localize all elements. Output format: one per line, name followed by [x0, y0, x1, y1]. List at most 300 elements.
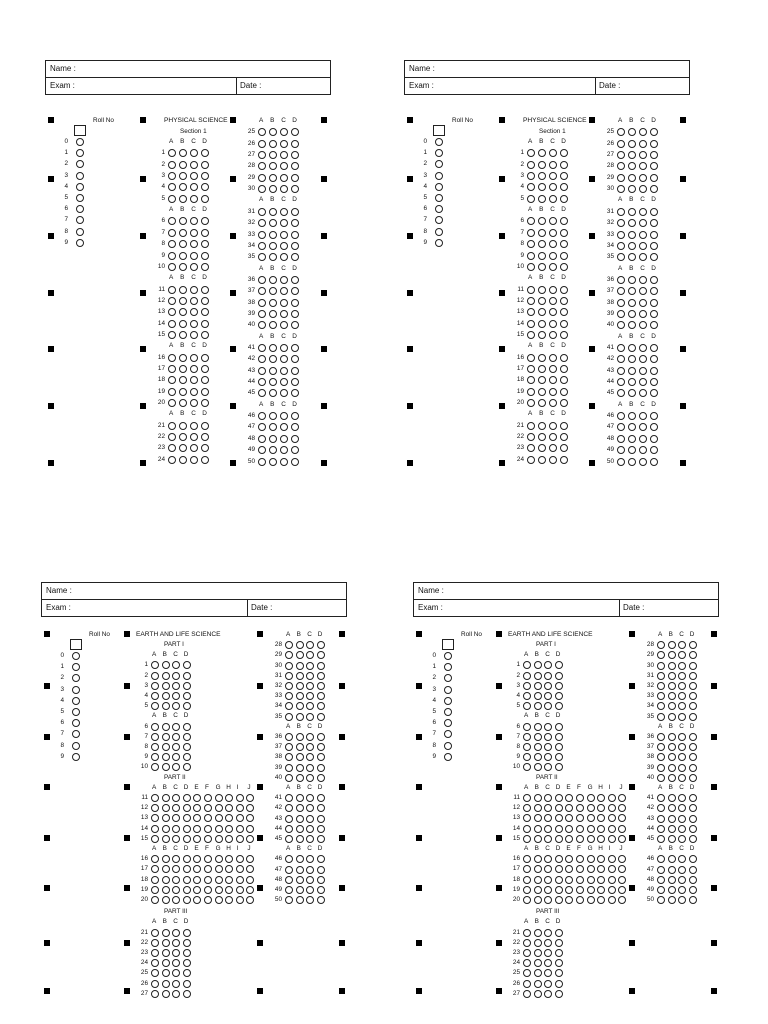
answer-bubble[interactable]	[657, 804, 665, 812]
answer-bubble[interactable]	[555, 959, 563, 967]
answer-bubble[interactable]	[560, 252, 568, 260]
answer-bubble[interactable]	[534, 855, 542, 863]
roll-no-box[interactable]	[74, 125, 86, 136]
answer-bubble[interactable]	[269, 162, 277, 170]
roll-bubble[interactable]	[72, 708, 80, 716]
answer-bubble[interactable]	[560, 161, 568, 169]
answer-bubble[interactable]	[538, 331, 546, 339]
answer-bubble[interactable]	[151, 753, 159, 761]
answer-bubble[interactable]	[258, 151, 266, 159]
answer-bubble[interactable]	[668, 886, 676, 894]
answer-bubble[interactable]	[151, 682, 159, 690]
answer-bubble[interactable]	[523, 835, 531, 843]
answer-bubble[interactable]	[538, 308, 546, 316]
answer-bubble[interactable]	[523, 753, 531, 761]
answer-bubble[interactable]	[179, 263, 187, 271]
answer-bubble[interactable]	[172, 814, 180, 822]
answer-bubble[interactable]	[179, 195, 187, 203]
answer-bubble[interactable]	[225, 804, 233, 812]
answer-bubble[interactable]	[657, 886, 665, 894]
answer-bubble[interactable]	[617, 435, 625, 443]
answer-bubble[interactable]	[678, 764, 686, 772]
roll-no-box[interactable]	[433, 125, 445, 136]
answer-bubble[interactable]	[306, 692, 314, 700]
answer-bubble[interactable]	[668, 651, 676, 659]
answer-bubble[interactable]	[689, 662, 697, 670]
answer-bubble[interactable]	[306, 713, 314, 721]
answer-bubble[interactable]	[650, 446, 658, 454]
answer-bubble[interactable]	[555, 733, 563, 741]
answer-bubble[interactable]	[162, 692, 170, 700]
answer-bubble[interactable]	[225, 855, 233, 863]
answer-bubble[interactable]	[269, 310, 277, 318]
answer-bubble[interactable]	[280, 435, 288, 443]
roll-bubble[interactable]	[444, 652, 452, 660]
answer-bubble[interactable]	[617, 412, 625, 420]
answer-bubble[interactable]	[306, 774, 314, 782]
answer-bubble[interactable]	[201, 388, 209, 396]
answer-bubble[interactable]	[657, 855, 665, 863]
answer-bubble[interactable]	[269, 344, 277, 352]
answer-bubble[interactable]	[560, 308, 568, 316]
answer-bubble[interactable]	[617, 231, 625, 239]
answer-bubble[interactable]	[555, 682, 563, 690]
answer-bubble[interactable]	[168, 399, 176, 407]
answer-bubble[interactable]	[285, 876, 293, 884]
answer-bubble[interactable]	[527, 376, 535, 384]
answer-bubble[interactable]	[527, 252, 535, 260]
answer-bubble[interactable]	[544, 702, 552, 710]
answer-bubble[interactable]	[555, 835, 563, 843]
answer-bubble[interactable]	[523, 682, 531, 690]
answer-bubble[interactable]	[162, 865, 170, 873]
answer-bubble[interactable]	[151, 855, 159, 863]
answer-bubble[interactable]	[183, 814, 191, 822]
answer-bubble[interactable]	[269, 412, 277, 420]
answer-bubble[interactable]	[555, 672, 563, 680]
answer-bubble[interactable]	[291, 355, 299, 363]
answer-bubble[interactable]	[555, 743, 563, 751]
answer-bubble[interactable]	[534, 990, 542, 998]
answer-bubble[interactable]	[225, 835, 233, 843]
answer-bubble[interactable]	[285, 641, 293, 649]
answer-bubble[interactable]	[172, 939, 180, 947]
answer-bubble[interactable]	[597, 814, 605, 822]
answer-bubble[interactable]	[190, 229, 198, 237]
answer-bubble[interactable]	[689, 753, 697, 761]
answer-bubble[interactable]	[190, 263, 198, 271]
answer-bubble[interactable]	[172, 876, 180, 884]
answer-bubble[interactable]	[639, 151, 647, 159]
answer-bubble[interactable]	[527, 308, 535, 316]
answer-bubble[interactable]	[183, 886, 191, 894]
answer-bubble[interactable]	[523, 929, 531, 937]
answer-bubble[interactable]	[201, 149, 209, 157]
answer-bubble[interactable]	[280, 185, 288, 193]
answer-bubble[interactable]	[534, 939, 542, 947]
answer-bubble[interactable]	[269, 242, 277, 250]
answer-bubble[interactable]	[168, 149, 176, 157]
answer-bubble[interactable]	[678, 753, 686, 761]
roll-bubble[interactable]	[72, 730, 80, 738]
answer-bubble[interactable]	[296, 733, 304, 741]
answer-bubble[interactable]	[555, 753, 563, 761]
answer-bubble[interactable]	[657, 702, 665, 710]
answer-bubble[interactable]	[296, 886, 304, 894]
answer-bubble[interactable]	[668, 855, 676, 863]
answer-bubble[interactable]	[317, 876, 325, 884]
answer-bubble[interactable]	[280, 174, 288, 182]
answer-bubble[interactable]	[617, 140, 625, 148]
answer-bubble[interactable]	[534, 835, 542, 843]
answer-bubble[interactable]	[527, 365, 535, 373]
answer-bubble[interactable]	[555, 929, 563, 937]
exam-field[interactable]: Exam : Date :	[414, 600, 718, 616]
answer-bubble[interactable]	[544, 835, 552, 843]
answer-bubble[interactable]	[151, 969, 159, 977]
answer-bubble[interactable]	[151, 865, 159, 873]
answer-bubble[interactable]	[291, 242, 299, 250]
answer-bubble[interactable]	[193, 814, 201, 822]
answer-bubble[interactable]	[296, 682, 304, 690]
answer-bubble[interactable]	[538, 229, 546, 237]
answer-bubble[interactable]	[618, 825, 626, 833]
answer-bubble[interactable]	[549, 195, 557, 203]
answer-bubble[interactable]	[201, 399, 209, 407]
answer-bubble[interactable]	[617, 321, 625, 329]
answer-bubble[interactable]	[179, 161, 187, 169]
answer-bubble[interactable]	[668, 774, 676, 782]
answer-bubble[interactable]	[168, 286, 176, 294]
answer-bubble[interactable]	[650, 412, 658, 420]
answer-bubble[interactable]	[151, 949, 159, 957]
answer-bubble[interactable]	[280, 458, 288, 466]
answer-bubble[interactable]	[650, 287, 658, 295]
answer-bubble[interactable]	[183, 733, 191, 741]
answer-bubble[interactable]	[608, 886, 616, 894]
answer-bubble[interactable]	[204, 794, 212, 802]
answer-bubble[interactable]	[523, 959, 531, 967]
answer-bubble[interactable]	[689, 692, 697, 700]
answer-bubble[interactable]	[269, 208, 277, 216]
answer-bubble[interactable]	[179, 456, 187, 464]
answer-bubble[interactable]	[608, 855, 616, 863]
answer-bubble[interactable]	[179, 252, 187, 260]
answer-bubble[interactable]	[689, 835, 697, 843]
answer-bubble[interactable]	[639, 458, 647, 466]
answer-bubble[interactable]	[296, 876, 304, 884]
answer-bubble[interactable]	[617, 458, 625, 466]
answer-bubble[interactable]	[162, 929, 170, 937]
answer-bubble[interactable]	[639, 446, 647, 454]
answer-bubble[interactable]	[534, 969, 542, 977]
answer-bubble[interactable]	[162, 794, 170, 802]
answer-bubble[interactable]	[587, 855, 595, 863]
answer-bubble[interactable]	[617, 299, 625, 307]
answer-bubble[interactable]	[628, 344, 636, 352]
answer-bubble[interactable]	[258, 276, 266, 284]
answer-bubble[interactable]	[549, 240, 557, 248]
answer-bubble[interactable]	[172, 865, 180, 873]
roll-bubble[interactable]	[444, 719, 452, 727]
answer-bubble[interactable]	[183, 753, 191, 761]
answer-bubble[interactable]	[689, 774, 697, 782]
roll-bubble[interactable]	[435, 138, 443, 146]
answer-bubble[interactable]	[162, 702, 170, 710]
answer-bubble[interactable]	[306, 866, 314, 874]
answer-bubble[interactable]	[172, 835, 180, 843]
answer-bubble[interactable]	[306, 662, 314, 670]
answer-bubble[interactable]	[204, 835, 212, 843]
answer-bubble[interactable]	[628, 162, 636, 170]
answer-bubble[interactable]	[617, 276, 625, 284]
answer-bubble[interactable]	[151, 733, 159, 741]
answer-bubble[interactable]	[534, 876, 542, 884]
answer-bubble[interactable]	[527, 399, 535, 407]
answer-bubble[interactable]	[193, 794, 201, 802]
answer-bubble[interactable]	[151, 886, 159, 894]
answer-bubble[interactable]	[317, 764, 325, 772]
answer-bubble[interactable]	[523, 939, 531, 947]
answer-bubble[interactable]	[162, 835, 170, 843]
answer-bubble[interactable]	[291, 310, 299, 318]
answer-bubble[interactable]	[183, 763, 191, 771]
answer-bubble[interactable]	[306, 743, 314, 751]
answer-bubble[interactable]	[523, 733, 531, 741]
answer-bubble[interactable]	[527, 229, 535, 237]
answer-bubble[interactable]	[201, 263, 209, 271]
answer-bubble[interactable]	[534, 896, 542, 904]
answer-bubble[interactable]	[280, 310, 288, 318]
answer-bubble[interactable]	[608, 835, 616, 843]
exam-field[interactable]: Exam : Date :	[42, 600, 346, 616]
answer-bubble[interactable]	[639, 355, 647, 363]
answer-bubble[interactable]	[201, 308, 209, 316]
roll-bubble[interactable]	[72, 753, 80, 761]
answer-bubble[interactable]	[538, 456, 546, 464]
answer-bubble[interactable]	[296, 794, 304, 802]
exam-field[interactable]: Exam : Date :	[46, 78, 330, 94]
answer-bubble[interactable]	[183, 959, 191, 967]
answer-bubble[interactable]	[172, 804, 180, 812]
answer-bubble[interactable]	[639, 174, 647, 182]
answer-bubble[interactable]	[201, 433, 209, 441]
answer-bubble[interactable]	[183, 896, 191, 904]
answer-bubble[interactable]	[608, 896, 616, 904]
answer-bubble[interactable]	[527, 161, 535, 169]
answer-bubble[interactable]	[628, 355, 636, 363]
answer-bubble[interactable]	[534, 672, 542, 680]
answer-bubble[interactable]	[246, 794, 254, 802]
answer-bubble[interactable]	[560, 297, 568, 305]
roll-bubble[interactable]	[76, 194, 84, 202]
answer-bubble[interactable]	[689, 866, 697, 874]
answer-bubble[interactable]	[549, 172, 557, 180]
answer-bubble[interactable]	[617, 287, 625, 295]
answer-bubble[interactable]	[657, 672, 665, 680]
answer-bubble[interactable]	[534, 743, 542, 751]
answer-bubble[interactable]	[291, 151, 299, 159]
answer-bubble[interactable]	[317, 804, 325, 812]
answer-bubble[interactable]	[650, 367, 658, 375]
answer-bubble[interactable]	[168, 354, 176, 362]
answer-bubble[interactable]	[618, 804, 626, 812]
answer-bubble[interactable]	[618, 886, 626, 894]
answer-bubble[interactable]	[544, 929, 552, 937]
answer-bubble[interactable]	[689, 876, 697, 884]
answer-bubble[interactable]	[285, 753, 293, 761]
answer-bubble[interactable]	[317, 662, 325, 670]
answer-bubble[interactable]	[190, 444, 198, 452]
answer-bubble[interactable]	[280, 253, 288, 261]
answer-bubble[interactable]	[538, 240, 546, 248]
answer-bubble[interactable]	[689, 896, 697, 904]
answer-bubble[interactable]	[657, 651, 665, 659]
answer-bubble[interactable]	[534, 702, 542, 710]
answer-bubble[interactable]	[560, 388, 568, 396]
answer-bubble[interactable]	[549, 263, 557, 271]
answer-bubble[interactable]	[549, 444, 557, 452]
answer-bubble[interactable]	[317, 815, 325, 823]
answer-bubble[interactable]	[162, 804, 170, 812]
answer-bubble[interactable]	[162, 753, 170, 761]
answer-bubble[interactable]	[168, 172, 176, 180]
answer-bubble[interactable]	[215, 855, 223, 863]
answer-bubble[interactable]	[576, 794, 584, 802]
answer-bubble[interactable]	[534, 929, 542, 937]
answer-bubble[interactable]	[628, 185, 636, 193]
answer-bubble[interactable]	[560, 229, 568, 237]
answer-bubble[interactable]	[668, 835, 676, 843]
answer-bubble[interactable]	[236, 886, 244, 894]
answer-bubble[interactable]	[285, 896, 293, 904]
answer-bubble[interactable]	[597, 865, 605, 873]
answer-bubble[interactable]	[639, 310, 647, 318]
answer-bubble[interactable]	[183, 969, 191, 977]
roll-bubble[interactable]	[76, 160, 84, 168]
answer-bubble[interactable]	[246, 814, 254, 822]
answer-bubble[interactable]	[190, 433, 198, 441]
answer-bubble[interactable]	[657, 896, 665, 904]
answer-bubble[interactable]	[549, 217, 557, 225]
answer-bubble[interactable]	[172, 682, 180, 690]
answer-bubble[interactable]	[225, 896, 233, 904]
answer-bubble[interactable]	[285, 672, 293, 680]
answer-bubble[interactable]	[151, 702, 159, 710]
answer-bubble[interactable]	[280, 389, 288, 397]
answer-bubble[interactable]	[544, 969, 552, 977]
answer-bubble[interactable]	[628, 219, 636, 227]
answer-bubble[interactable]	[179, 388, 187, 396]
answer-bubble[interactable]	[538, 195, 546, 203]
answer-bubble[interactable]	[246, 804, 254, 812]
answer-bubble[interactable]	[201, 320, 209, 328]
answer-bubble[interactable]	[269, 321, 277, 329]
answer-bubble[interactable]	[201, 240, 209, 248]
answer-bubble[interactable]	[204, 865, 212, 873]
answer-bubble[interactable]	[190, 195, 198, 203]
answer-bubble[interactable]	[639, 367, 647, 375]
answer-bubble[interactable]	[565, 886, 573, 894]
answer-bubble[interactable]	[617, 219, 625, 227]
answer-bubble[interactable]	[689, 672, 697, 680]
answer-bubble[interactable]	[296, 662, 304, 670]
answer-bubble[interactable]	[183, 855, 191, 863]
answer-bubble[interactable]	[538, 399, 546, 407]
answer-bubble[interactable]	[650, 253, 658, 261]
answer-bubble[interactable]	[597, 825, 605, 833]
answer-bubble[interactable]	[576, 876, 584, 884]
answer-bubble[interactable]	[555, 692, 563, 700]
answer-bubble[interactable]	[538, 354, 546, 362]
answer-bubble[interactable]	[183, 723, 191, 731]
answer-bubble[interactable]	[523, 804, 531, 812]
answer-bubble[interactable]	[657, 764, 665, 772]
answer-bubble[interactable]	[544, 672, 552, 680]
answer-bubble[interactable]	[183, 702, 191, 710]
answer-bubble[interactable]	[534, 959, 542, 967]
answer-bubble[interactable]	[618, 855, 626, 863]
answer-bubble[interactable]	[544, 855, 552, 863]
answer-bubble[interactable]	[172, 949, 180, 957]
answer-bubble[interactable]	[534, 949, 542, 957]
answer-bubble[interactable]	[544, 682, 552, 690]
answer-bubble[interactable]	[560, 376, 568, 384]
answer-bubble[interactable]	[179, 240, 187, 248]
answer-bubble[interactable]	[527, 183, 535, 191]
answer-bubble[interactable]	[617, 185, 625, 193]
answer-bubble[interactable]	[215, 896, 223, 904]
name-field[interactable]: Name :	[414, 583, 718, 600]
answer-bubble[interactable]	[280, 276, 288, 284]
answer-bubble[interactable]	[650, 231, 658, 239]
answer-bubble[interactable]	[269, 231, 277, 239]
answer-bubble[interactable]	[560, 456, 568, 464]
answer-bubble[interactable]	[668, 876, 676, 884]
answer-bubble[interactable]	[549, 399, 557, 407]
answer-bubble[interactable]	[201, 172, 209, 180]
answer-bubble[interactable]	[576, 886, 584, 894]
answer-bubble[interactable]	[544, 865, 552, 873]
answer-bubble[interactable]	[151, 825, 159, 833]
answer-bubble[interactable]	[296, 815, 304, 823]
answer-bubble[interactable]	[190, 388, 198, 396]
answer-bubble[interactable]	[597, 855, 605, 863]
answer-bubble[interactable]	[608, 814, 616, 822]
answer-bubble[interactable]	[668, 733, 676, 741]
answer-bubble[interactable]	[628, 367, 636, 375]
answer-bubble[interactable]	[639, 162, 647, 170]
answer-bubble[interactable]	[151, 876, 159, 884]
roll-bubble[interactable]	[444, 674, 452, 682]
answer-bubble[interactable]	[201, 195, 209, 203]
answer-bubble[interactable]	[236, 896, 244, 904]
answer-bubble[interactable]	[523, 949, 531, 957]
answer-bubble[interactable]	[162, 896, 170, 904]
answer-bubble[interactable]	[151, 835, 159, 843]
answer-bubble[interactable]	[560, 286, 568, 294]
answer-bubble[interactable]	[560, 365, 568, 373]
roll-bubble[interactable]	[72, 686, 80, 694]
answer-bubble[interactable]	[168, 320, 176, 328]
roll-bubble[interactable]	[72, 697, 80, 705]
answer-bubble[interactable]	[269, 151, 277, 159]
answer-bubble[interactable]	[162, 672, 170, 680]
answer-bubble[interactable]	[617, 174, 625, 182]
answer-bubble[interactable]	[280, 378, 288, 386]
answer-bubble[interactable]	[258, 128, 266, 136]
answer-bubble[interactable]	[193, 855, 201, 863]
